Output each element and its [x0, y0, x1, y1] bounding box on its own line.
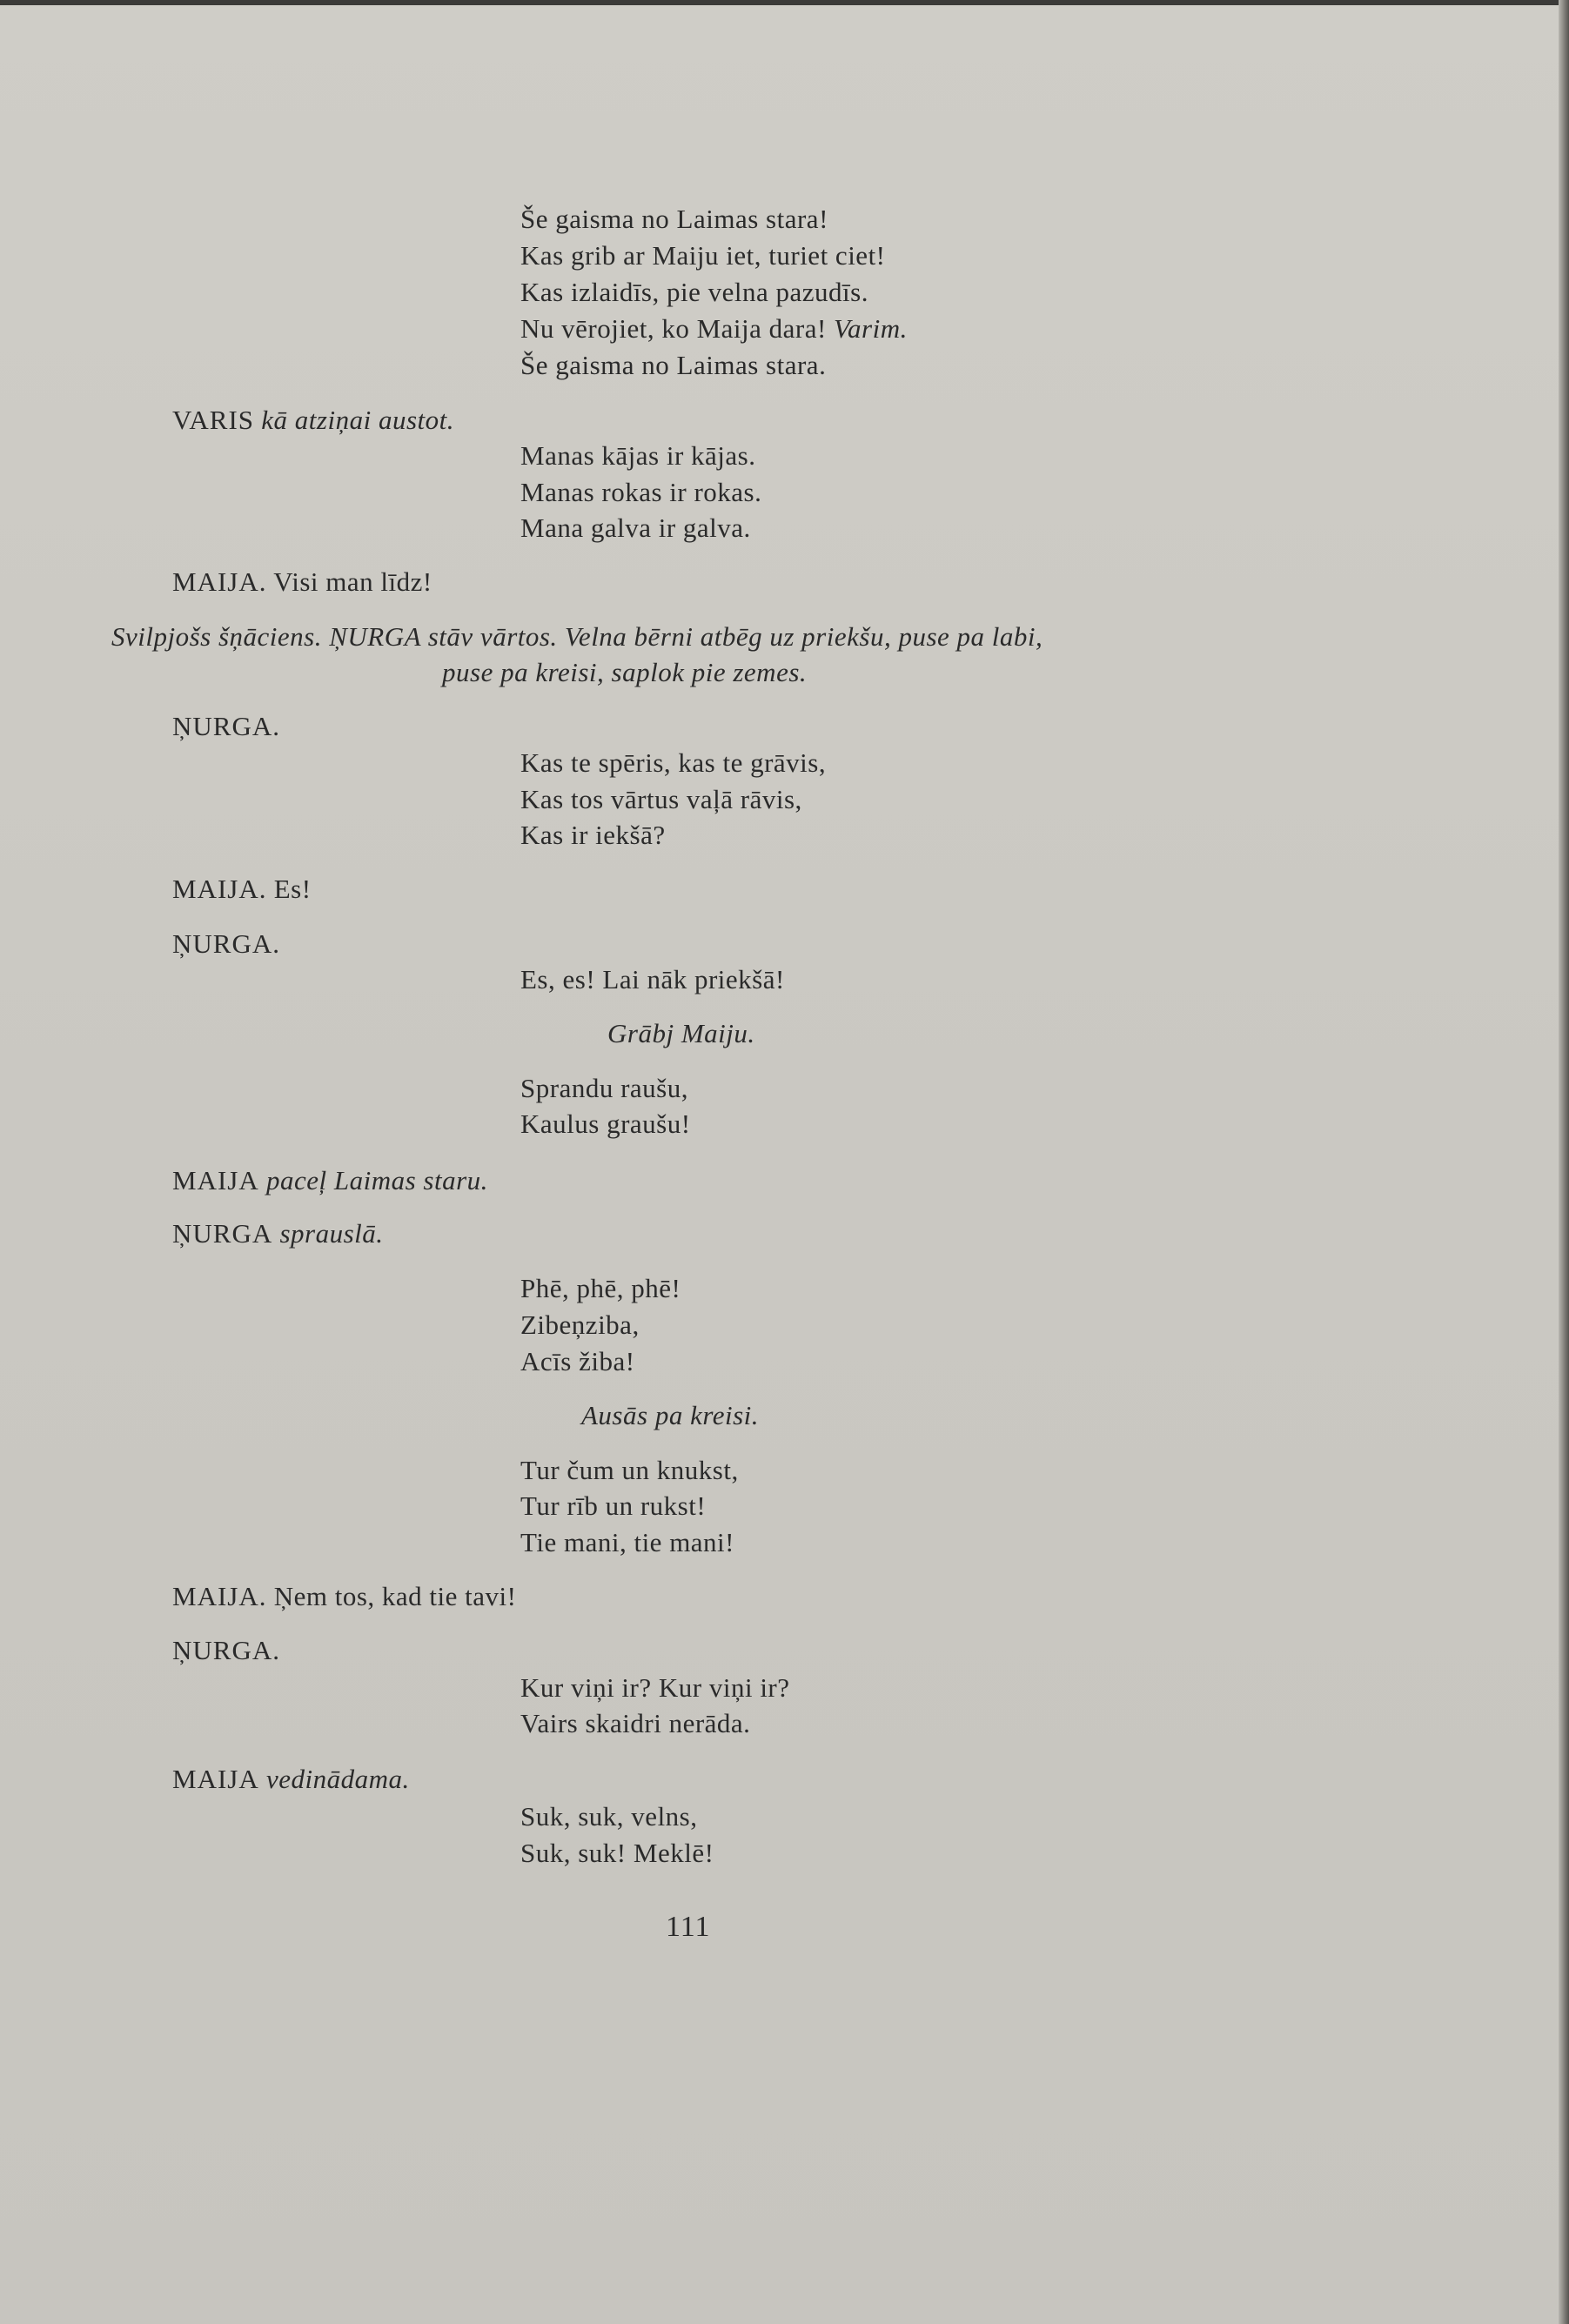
verse-line: Tur čum un knukst, — [520, 1455, 739, 1485]
speaker-name: MAIJA. — [172, 1581, 267, 1611]
speaker-line — [172, 872, 312, 907]
verse-line: Še gaisma no Laimas stara! — [520, 204, 828, 234]
speaker-name: ŅURGA. — [172, 928, 280, 959]
stage-direction: paceļ Laimas staru. — [265, 1165, 488, 1195]
stage-direction: vedinādama. — [265, 1764, 410, 1794]
verse-line: Vairs skaidri nerāda. — [520, 1708, 751, 1738]
speaker-name: ŅURGA — [172, 1218, 273, 1249]
speaker-line — [172, 1163, 488, 1198]
stage-direction: Svilpjošs šņāciens. ŅURGA stāv vārtos. Velna bērni atbēg uz priekšu, puse pa labi, — [111, 621, 1043, 652]
verse-line: Kas te spēris, kas te grāvis, — [520, 747, 827, 778]
stage-direction: kā atziņai austot. — [261, 405, 454, 435]
verse-line: Kas tos vārtus vaļā rāvis, — [520, 784, 802, 814]
verse-line: Acīs žiba! — [520, 1346, 635, 1376]
speaker-name: ŅURGA. — [172, 1635, 280, 1665]
verse-line: Kas ir iekšā? — [520, 820, 666, 850]
verse-line: Zibeņziba, — [520, 1309, 640, 1340]
stage-direction: Varim. — [834, 313, 908, 344]
dialogue-text: Ņem tos, kad tie tavi! — [273, 1581, 517, 1611]
verse-line: Še gaisma no Laimas stara. — [520, 350, 827, 380]
speaker-name: VARIS — [172, 405, 255, 435]
page-number: 111 — [666, 1911, 711, 1943]
speaker-name: MAIJA — [172, 1165, 259, 1195]
verse-line: Suk, suk, velns, — [520, 1801, 698, 1832]
verse-line: Es, es! Lai nāk priekšā! — [520, 964, 785, 995]
speaker-name: MAIJA. — [172, 874, 267, 904]
stage-direction: puse pa kreisi, saplok pie zemes. — [442, 657, 808, 687]
verse-line: Kur viņi ir? Kur viņi ir? — [520, 1672, 790, 1703]
speaker-line — [172, 1216, 384, 1251]
stage-direction: sprauslā. — [279, 1218, 384, 1249]
verse-line: Manas kājas ir kājas. — [520, 440, 756, 471]
speaker-name: ŅURGA. — [172, 711, 280, 741]
speaker-name: MAIJA — [172, 1764, 259, 1794]
verse-line: Phē, phē, phē! — [520, 1273, 681, 1303]
verse-line: Tie mani, tie mani! — [520, 1527, 734, 1557]
top-edge-shadow — [0, 0, 1569, 5]
verse-text: Nu vērojiet, ko Maija dara! — [520, 313, 827, 344]
verse-line: Tur rīb un rukst! — [520, 1490, 707, 1521]
dialogue-text: Es! — [273, 874, 312, 904]
verse-line: Kas izlaidīs, pie velna pazudīs. — [520, 277, 868, 307]
verse-line: Sprandu raušu, — [520, 1073, 688, 1103]
right-edge-shadow — [1559, 0, 1569, 2324]
stage-direction: Ausās pa kreisi. — [581, 1400, 760, 1430]
speaker-line — [172, 1762, 410, 1797]
dialogue-text: Visi man līdz! — [273, 566, 432, 597]
verse-line — [520, 311, 908, 346]
verse-line: Kaulus graušu! — [520, 1108, 691, 1139]
verse-line: Manas rokas ir rokas. — [520, 477, 762, 507]
verse-line: Suk, suk! Meklē! — [520, 1838, 714, 1868]
stage-direction: Grābj Maiju. — [607, 1018, 755, 1048]
verse-line: Mana galva ir galva. — [520, 512, 751, 543]
verse-line: Kas grib ar Maiju iet, turiet ciet! — [520, 240, 886, 271]
speaker-line — [172, 403, 454, 438]
speaker-line — [172, 565, 432, 599]
speaker-name: MAIJA. — [172, 566, 267, 597]
speaker-line — [172, 1579, 516, 1614]
